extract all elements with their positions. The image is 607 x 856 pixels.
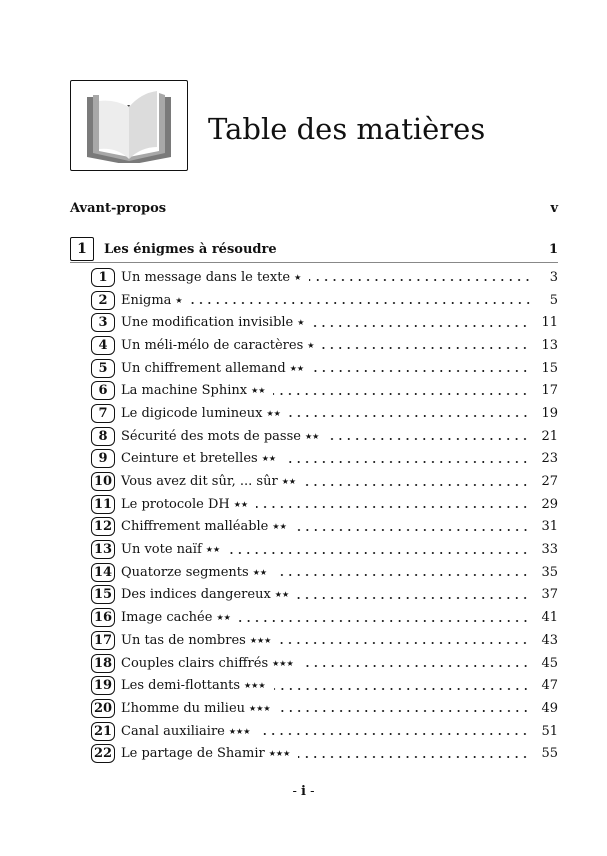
entry-page: 3 <box>549 269 558 285</box>
entry-page: 21 <box>541 428 558 444</box>
entry-title: Chiffrement malléable <box>121 519 269 535</box>
dot-leader <box>322 346 529 350</box>
entry-number-badge: 12 <box>91 517 115 536</box>
entry-title: Un tas de nombres <box>121 632 246 648</box>
entry-title: Couples clairs chiffrés <box>121 655 269 671</box>
difficulty-stars: ★★ <box>261 454 277 464</box>
entry-title: Canal auxiliaire <box>121 723 225 739</box>
dot-leader <box>302 664 530 668</box>
toc-entry[interactable] <box>91 561 558 584</box>
entry-page: 13 <box>541 337 558 353</box>
entry-title: Image cachée <box>121 610 213 626</box>
footer-page: i <box>301 784 306 799</box>
difficulty-stars: ★★ <box>233 499 249 509</box>
entry-number-badge: 9 <box>91 449 115 468</box>
chapter-page: 1 <box>548 242 558 257</box>
entry-title: Le partage de Shamir <box>121 746 265 762</box>
entry-number-badge: 2 <box>91 291 115 310</box>
dot-leader <box>304 483 529 487</box>
difficulty-stars: ★ <box>297 318 305 328</box>
entry-page: 11 <box>541 315 558 331</box>
open-book-icon <box>83 87 175 163</box>
toc-entry-avant-propos[interactable] <box>70 201 558 216</box>
entry-title: Une modification invisible <box>121 315 294 331</box>
dot-leader <box>279 709 530 713</box>
entry-page: 29 <box>541 496 558 512</box>
dot-leader <box>228 551 529 555</box>
difficulty-stars: ★ <box>294 272 302 282</box>
entry-number-badge: 7 <box>91 404 115 423</box>
difficulty-stars: ★★ <box>216 613 231 623</box>
entry-title: Un vote naïf <box>121 542 202 558</box>
toc-entry[interactable] <box>91 379 558 402</box>
dot-leader <box>284 460 529 464</box>
entry-number-badge: 10 <box>91 472 115 491</box>
entry-page: v <box>550 201 558 216</box>
toc-entry[interactable] <box>91 402 558 425</box>
entry-title: La machine Sphinx <box>121 383 248 399</box>
toc-entries <box>91 266 558 765</box>
entry-number-badge: 11 <box>91 495 115 514</box>
entry-title: Des indices dangereux <box>121 587 271 603</box>
dot-leader <box>191 301 532 305</box>
entry-number-badge: 15 <box>91 585 115 604</box>
dot-leader <box>298 755 529 759</box>
entry-page: 17 <box>541 383 558 399</box>
entry-page: 15 <box>541 360 558 376</box>
entry-number-badge: 14 <box>91 563 115 582</box>
entry-page: 5 <box>549 292 558 308</box>
dot-leader <box>295 528 530 532</box>
entry-title: Un message dans le texte <box>121 269 291 285</box>
toc-entry[interactable] <box>91 334 558 357</box>
entry-number-badge: 19 <box>91 676 115 695</box>
toc-entry[interactable] <box>91 311 558 334</box>
dot-leader <box>312 324 529 328</box>
entry-page: 23 <box>541 451 558 467</box>
entry-number-badge: 8 <box>91 427 115 446</box>
dot-leader <box>256 505 529 509</box>
entry-page: 49 <box>541 700 558 716</box>
entry-page: 45 <box>541 655 558 671</box>
entry-title: Un méli-mélo de caractères <box>121 337 304 353</box>
entry-number-badge: 6 <box>91 381 115 400</box>
toc-entry[interactable] <box>91 652 558 675</box>
entry-page: 31 <box>541 519 558 535</box>
toc-entry[interactable] <box>91 720 558 743</box>
difficulty-stars: ★★ <box>274 590 290 600</box>
toc-entry[interactable] <box>91 289 558 312</box>
difficulty-stars: ★★ <box>266 408 281 418</box>
dot-leader <box>275 573 529 577</box>
dot-leader <box>239 619 530 623</box>
entry-page: 35 <box>541 564 558 580</box>
toc-entry[interactable] <box>91 538 558 561</box>
page-number-footer <box>0 784 607 799</box>
difficulty-stars: ★★ <box>205 545 221 555</box>
difficulty-stars: ★★★ <box>268 749 291 759</box>
dot-leader <box>327 437 529 441</box>
difficulty-stars: ★ <box>307 340 315 350</box>
difficulty-stars: ★★ <box>289 363 305 373</box>
entry-number-badge: 3 <box>91 313 115 332</box>
toc-entry[interactable] <box>91 584 558 607</box>
dot-leader <box>297 596 529 600</box>
entry-number-badge: 1 <box>91 268 115 287</box>
entry-title: Enigma <box>121 292 172 308</box>
entry-title: Les demi-flottants <box>121 678 240 694</box>
entry-number-badge: 4 <box>91 336 115 355</box>
difficulty-stars: ★★★ <box>244 681 266 691</box>
chapter-number-badge: 1 <box>70 237 94 261</box>
entry-page: 51 <box>541 723 558 739</box>
entry-page: 27 <box>541 474 558 490</box>
entry-title: Vous avez dit sûr, ... sûr <box>121 474 278 490</box>
difficulty-stars: ★★ <box>304 431 320 441</box>
toc-entry[interactable] <box>91 266 558 289</box>
book-illustration <box>70 80 188 171</box>
toc-entry[interactable] <box>91 448 558 471</box>
dot-leader <box>309 278 532 282</box>
toc-entry[interactable] <box>91 357 558 380</box>
difficulty-stars: ★ <box>175 295 183 305</box>
entry-page: 43 <box>541 632 558 648</box>
difficulty-stars: ★★ <box>281 477 297 487</box>
entry-title: Ceinture et bretelles <box>121 451 258 467</box>
dot-leader <box>258 732 529 736</box>
chapter-title: Les énigmes à résoudre <box>104 242 277 257</box>
entry-title: Le digicode lumineux <box>121 405 263 421</box>
entry-number-badge: 5 <box>91 359 115 378</box>
difficulty-stars: ★★ <box>251 386 266 396</box>
toc-entry[interactable] <box>91 425 558 448</box>
toc-entry[interactable] <box>91 674 558 697</box>
dot-leader <box>279 641 529 645</box>
toc-entry[interactable] <box>91 742 558 765</box>
entry-page: 47 <box>541 678 558 694</box>
entry-page: 41 <box>541 610 558 626</box>
difficulty-stars: ★★ <box>252 567 268 577</box>
footer-suffix: - <box>305 784 315 799</box>
entry-title: Un chiffrement allemand <box>121 360 286 376</box>
entry-number-badge: 20 <box>91 699 115 718</box>
difficulty-stars: ★★★ <box>249 703 271 713</box>
entry-number-badge: 17 <box>91 631 115 650</box>
entry-number-badge: 22 <box>91 744 115 763</box>
entry-page: 37 <box>541 587 558 603</box>
difficulty-stars: ★★★ <box>228 726 251 736</box>
footer-prefix: - <box>292 784 302 799</box>
entry-page: 19 <box>541 405 558 421</box>
toc-entry[interactable] <box>91 516 558 539</box>
entry-page: 55 <box>541 746 558 762</box>
toc-entry[interactable] <box>91 470 558 493</box>
page-title: Table des matières <box>208 112 486 146</box>
difficulty-stars: ★★ <box>272 522 287 532</box>
entry-number-badge: 16 <box>91 608 115 627</box>
entry-title: Quatorze segments <box>121 564 249 580</box>
entry-title: Avant-propos <box>70 201 167 216</box>
toc-entry[interactable] <box>91 697 558 720</box>
dot-leader <box>312 369 529 373</box>
entry-number-badge: 18 <box>91 654 115 673</box>
toc-chapter[interactable] <box>70 237 558 263</box>
difficulty-stars: ★★★ <box>249 635 272 645</box>
toc-entry[interactable] <box>91 629 558 652</box>
entry-title: Sécurité des mots de passe <box>121 428 301 444</box>
dot-leader <box>273 392 529 396</box>
entry-title: L’homme du milieu <box>121 700 246 716</box>
dot-leader <box>274 687 530 691</box>
toc-entry[interactable] <box>91 606 558 629</box>
entry-number-badge: 13 <box>91 540 115 559</box>
entry-number-badge: 21 <box>91 722 115 741</box>
dot-leader <box>289 414 530 418</box>
toc-entry[interactable] <box>91 493 558 516</box>
entry-page: 33 <box>541 542 558 558</box>
entry-title: Le protocole DH <box>121 496 230 512</box>
difficulty-stars: ★★★ <box>272 658 294 668</box>
